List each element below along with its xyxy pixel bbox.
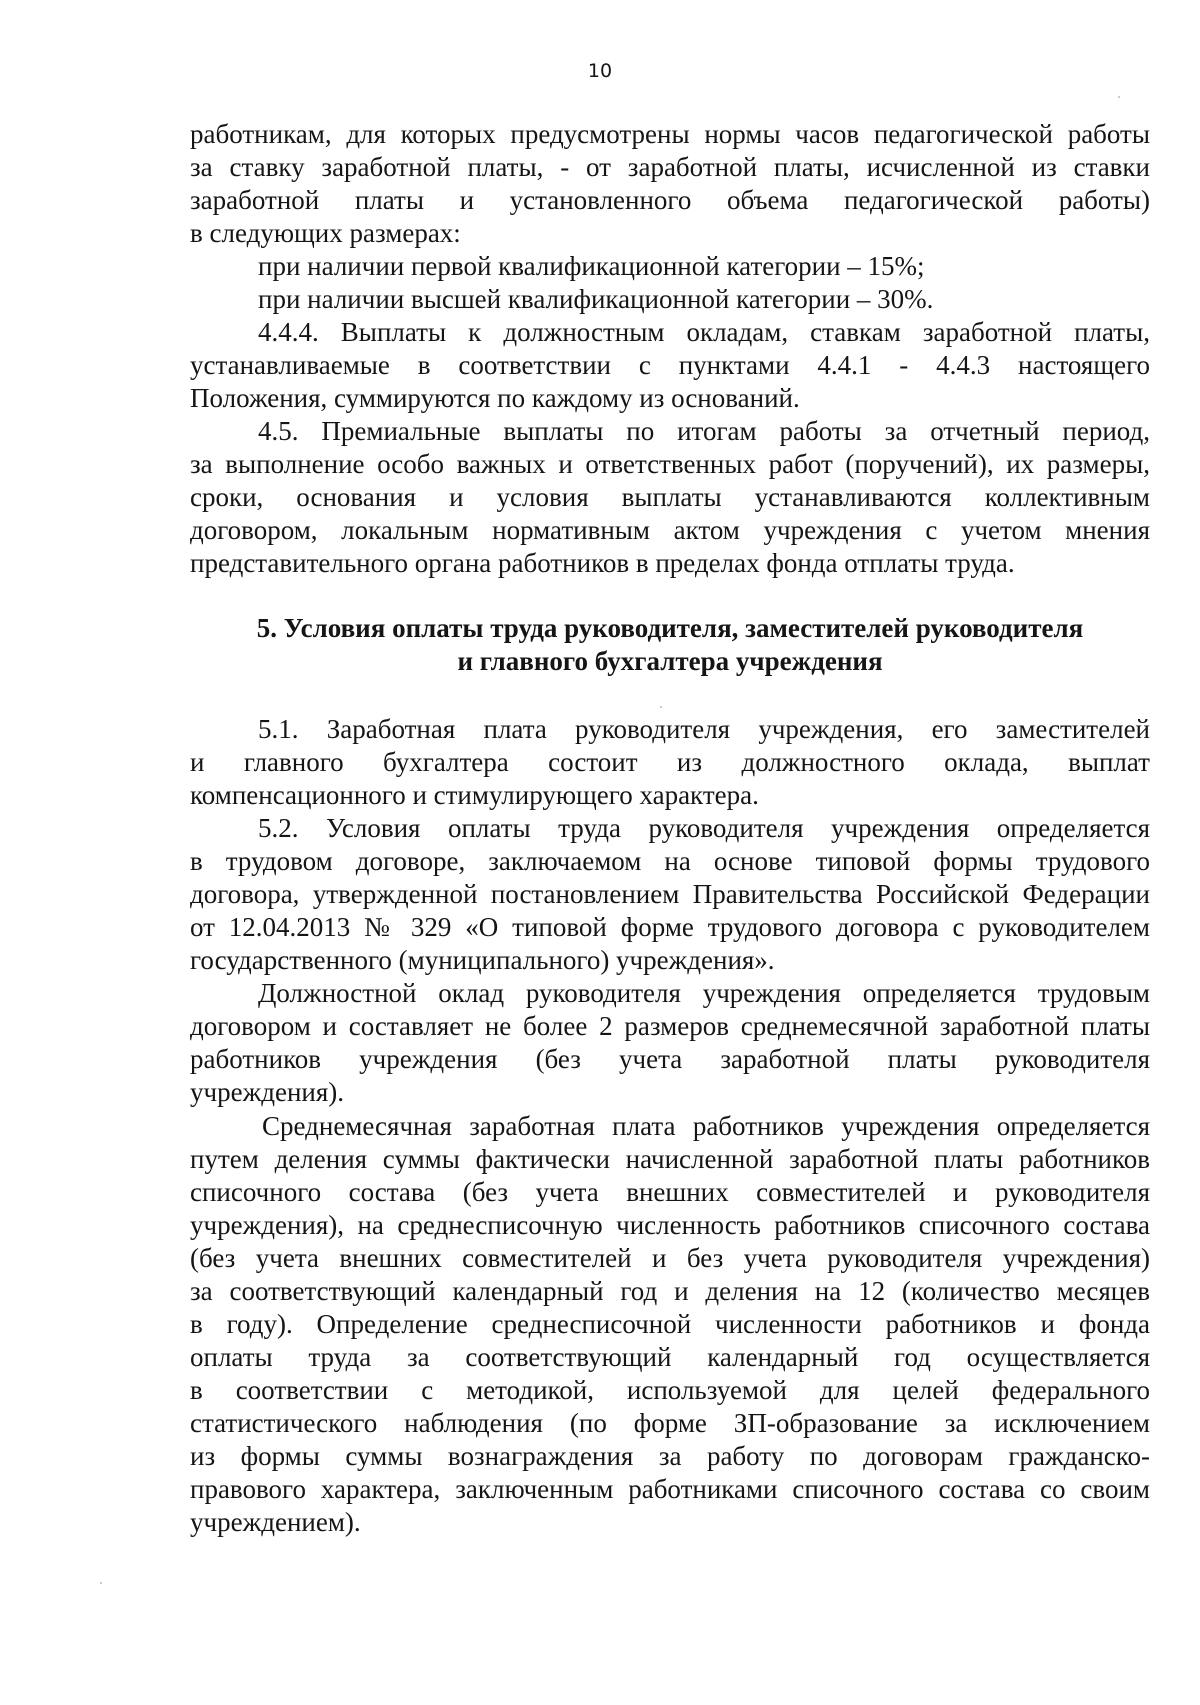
text-line: учреждения). (190, 1077, 344, 1107)
list-item-highest-category: при наличии высшей квалификационной категории – 30%. (258, 284, 934, 314)
paragraph-4-5 (190, 415, 1150, 580)
text-line: 4.4.4. Выплаты к должностным окладам, ставкам заработной платы, (258, 317, 1150, 347)
list-item-first-category: при наличии первой квалификационной категории – 15%; (258, 251, 925, 281)
text-line: списочного состава (без учета внешних совместителей и руководителя (190, 1177, 1150, 1207)
text-line: путем деления суммы фактически начисленной заработной платы работников (190, 1144, 1150, 1174)
text-line: учреждения), на среднесписочную численность работников списочного состава (190, 1210, 1150, 1240)
text-line: договора, утвержденной постановлением Правительства Российской Федерации (190, 879, 1150, 909)
heading-line: и главного бухгалтера учреждения (457, 646, 883, 676)
text-line: и главного бухгалтера состоит из должностного оклада, выплат (190, 747, 1150, 777)
text-line: компенсационного и стимулирующего характера. (190, 780, 759, 810)
text-line: 5.1. Заработная плата руководителя учреждения, его заместителей (258, 714, 1150, 744)
text-line: правового характера, заключенным работниками списочного состава со своим (190, 1474, 1150, 1504)
text-line: Среднемесячная заработная плата работников учреждения определяется (262, 1111, 1150, 1141)
page-number: 10 (587, 60, 613, 82)
text-line: в трудовом договоре, заключаемом на основе типовой формы трудового (190, 846, 1150, 876)
text-line: из формы суммы вознаграждения за работу по договорам гражданско- (190, 1441, 1150, 1471)
text-line: государственного (муниципального) учреждения». (190, 945, 775, 975)
text-line: за выполнение особо важных и ответственных работ (поручений), их размеры, (190, 449, 1150, 479)
text-line: от 12.04.2013 № 329 «О типовой форме трудового договора с руководителем (190, 912, 1150, 942)
text-line: (без учета внешних совместителей и без учета руководителя учреждения) (190, 1243, 1150, 1273)
text-line: за соответствующий календарный год и деления на 12 (количество месяцев (190, 1276, 1150, 1306)
text-line: договором и составляет не более 2 размеров среднемесячной заработной платы (190, 1011, 1150, 1041)
text-line: сроки, основания и условия выплаты устанавливаются коллективным (190, 482, 1150, 512)
text-line: Положения, суммируются по каждому из оснований. (190, 383, 800, 413)
paragraph-4-4-4 (190, 316, 1150, 415)
text-line: устанавливаемые в соответствии с пунктами 4.4.1 - 4.4.3 настоящего (190, 350, 1150, 380)
scan-speck (1118, 96, 1120, 98)
paragraph-continuation (190, 118, 1150, 250)
scan-speck (660, 706, 662, 708)
text-line: в следующих размерах: (190, 218, 461, 248)
section-5-heading (190, 612, 1150, 678)
text-line: заработной платы и установленного объема педагогической работы) (190, 185, 1150, 215)
paragraph-average-monthly-salary (190, 1110, 1150, 1539)
text-line: учреждением). (190, 1507, 361, 1537)
text-line: работникам, для которых предусмотрены нормы часов педагогической работы (190, 119, 1150, 149)
text-line: за ставку заработной платы, - от заработной платы, исчисленной из ставки (190, 152, 1150, 182)
paragraph-5-2 (190, 812, 1150, 977)
text-line: 4.5. Премиальные выплаты по итогам работы за отчетный период, (258, 416, 1150, 446)
text-line: статистического наблюдения (по форме ЗП-образование за исключением (190, 1408, 1150, 1438)
text-line: договором, локальным нормативным актом учреждения с учетом мнения (190, 515, 1150, 545)
heading-line: 5. Условия оплаты труда руководителя, заместителей руководителя (256, 613, 1084, 643)
text-line: 5.2. Условия оплаты труда руководителя учреждения определяется (258, 813, 1150, 843)
text-line: в году). Определение среднесписочной численности работников и фонда (190, 1309, 1150, 1339)
text-line: в соответствии с методикой, используемой для целей федерального (190, 1375, 1150, 1405)
paragraph-5-1 (190, 713, 1150, 812)
scan-speck (100, 1582, 102, 1584)
paragraph-official-salary (190, 977, 1150, 1109)
text-line: представительного органа работников в пределах фонда отплаты труда. (190, 548, 1015, 578)
text-line: Должностной оклад руководителя учреждения определяется трудовым (258, 978, 1150, 1008)
text-line: оплаты труда за соответствующий календарный год осуществляется (190, 1342, 1150, 1372)
text-line: работников учреждения (без учета заработной платы руководителя (190, 1044, 1150, 1074)
